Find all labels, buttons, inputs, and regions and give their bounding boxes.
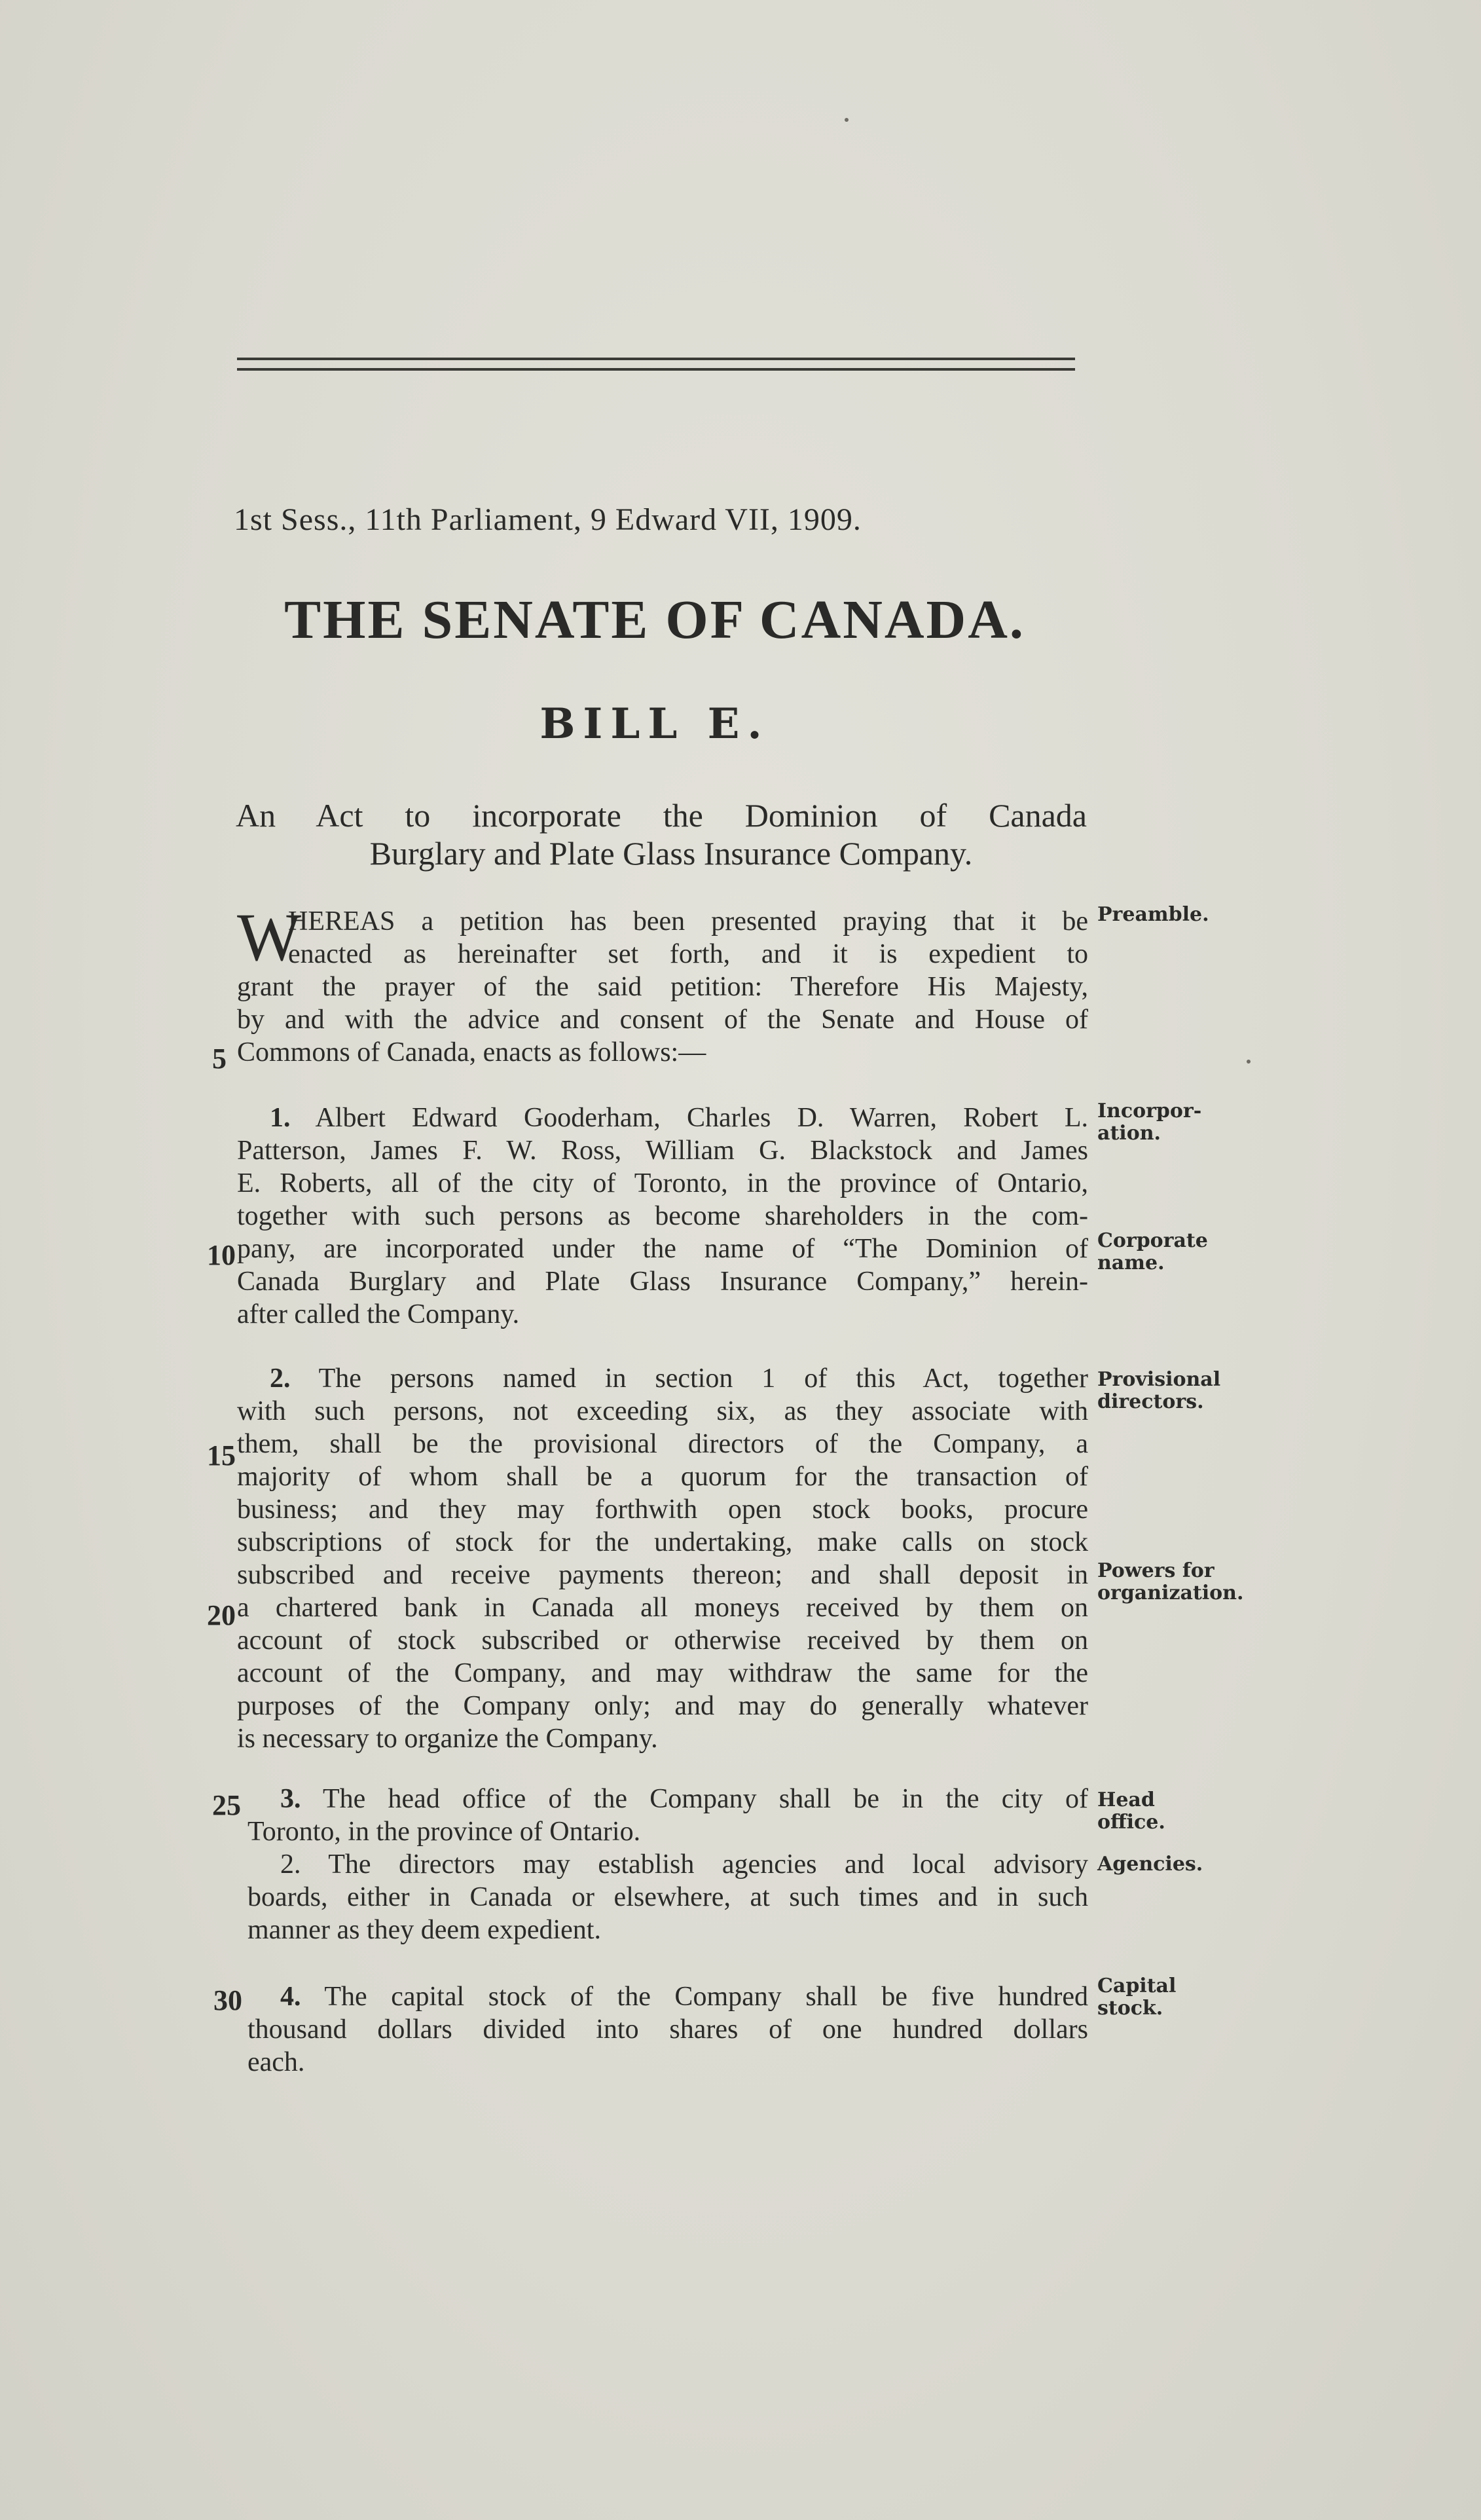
- preamble-line: Commons of Canada, enacts as follows:—: [237, 1037, 706, 1067]
- act-title-line-2: Burglary and Plate Glass Insurance Company.: [369, 835, 973, 872]
- section-line: together with such persons as become shareholders in the com-: [237, 1201, 1088, 1231]
- section-4: [247, 1980, 1088, 2079]
- section-line: a chartered bank in Canada all moneys received by them on: [237, 1593, 1088, 1623]
- section-line: purposes of the Company only; and may do generally whatever: [237, 1691, 1088, 1721]
- margin-note-provisional-directors: Provisional directors.: [1097, 1368, 1221, 1413]
- paper-speck: [1247, 1060, 1251, 1064]
- line-number: 15: [207, 1439, 236, 1472]
- margin-note-capital-stock: Capital stock.: [1097, 1974, 1177, 2020]
- section-number: 4.: [280, 1982, 301, 2012]
- section-line: is necessary to organize the Company.: [237, 1724, 658, 1754]
- header-rule-bottom: [237, 368, 1075, 371]
- section-line: 2. The persons named in section 1 of this Act, together: [270, 1363, 1088, 1394]
- header-rule-top: [237, 358, 1075, 360]
- margin-note-agencies: Agencies.: [1097, 1853, 1203, 1876]
- section-number: 2.: [270, 1363, 291, 1394]
- section-line: Toronto, in the province of Ontario.: [247, 1817, 641, 1847]
- line-number: 10: [207, 1239, 236, 1271]
- preamble-line: HEREAS a petition has been presented praying that it be: [288, 906, 1088, 936]
- section-line: after called the Company.: [237, 1299, 520, 1329]
- margin-note-incorporation: Incorpor- ation.: [1097, 1100, 1202, 1145]
- section-line: subscribed and receive payments thereon; and shall deposit in: [237, 1560, 1088, 1590]
- line-number: 25: [212, 1789, 241, 1821]
- house-title: THE SENATE OF CANADA.: [284, 589, 1025, 650]
- line-number: 5: [212, 1043, 227, 1075]
- line-number: 30: [213, 1984, 242, 2016]
- section-line: account of the Company, and may withdraw the same for the: [237, 1658, 1088, 1688]
- section-line: 4. The capital stock of the Company shall be five hundred: [280, 1982, 1088, 2012]
- preamble-line: enacted as hereinafter set forth, and it is expedient to: [288, 939, 1088, 969]
- margin-note-head-office: Head office.: [1097, 1788, 1165, 1834]
- line-number: 20: [207, 1599, 236, 1631]
- section-line: thousand dollars divided into shares of one hundred dollars: [247, 2014, 1088, 2045]
- act-title-line-1: An Act to incorporate the Dominion of Canada: [236, 797, 1087, 834]
- section-line: pany, are incorporated under the name of “The Dominion of: [237, 1234, 1088, 1264]
- drop-cap: W: [237, 900, 302, 975]
- preamble-line: grant the prayer of the said petition: Therefore His Majesty,: [237, 972, 1088, 1002]
- subsection-line: 2. The directors may establish agencies and local advisory: [280, 1849, 1088, 1880]
- section-line: majority of whom shall be a quorum for the transaction of: [237, 1462, 1088, 1492]
- section-line: with such persons, not exceeding six, as they associate with: [237, 1396, 1088, 1426]
- margin-note-corporate-name: Corporate name.: [1097, 1229, 1208, 1274]
- section-2: [237, 1362, 1088, 1755]
- section-number: 3.: [280, 1784, 301, 1814]
- section-line: account of stock subscribed or otherwise received by them on: [237, 1625, 1088, 1656]
- preamble-line: by and with the advice and consent of the Senate and House of: [237, 1005, 1088, 1035]
- section-line: each.: [247, 2047, 305, 2077]
- section-3: [247, 1783, 1088, 1946]
- section-line: them, shall be the provisional directors of the Company, a: [237, 1429, 1088, 1459]
- section-line: 1. Albert Edward Gooderham, Charles D. Warren, Robert L.: [270, 1103, 1088, 1133]
- section-line: Patterson, James F. W. Ross, William G. Blackstock and James: [237, 1136, 1088, 1166]
- margin-note-powers: Powers for organization.: [1097, 1559, 1244, 1604]
- section-line: Canada Burglary and Plate Glass Insurance Company,” herein-: [237, 1267, 1088, 1297]
- subsection-line: manner as they deem expedient.: [247, 1915, 601, 1945]
- section-1: [237, 1102, 1088, 1331]
- paper-speck: [845, 118, 849, 122]
- session-line: 1st Sess., 11th Parliament, 9 Edward VII, 1909.: [234, 502, 862, 537]
- act-title: [236, 796, 1087, 872]
- section-number: 1.: [270, 1103, 291, 1133]
- margin-note-preamble: Preamble.: [1097, 903, 1209, 926]
- bill-title: BILL E.: [539, 699, 770, 749]
- section-line: 3. The head office of the Company shall be in the city of: [280, 1784, 1088, 1814]
- section-line: subscriptions of stock for the undertaking, make calls on stock: [237, 1527, 1088, 1557]
- section-line: E. Roberts, all of the city of Toronto, in the province of Ontario,: [237, 1168, 1088, 1198]
- subsection-line: boards, either in Canada or elsewhere, at such times and in such: [247, 1882, 1088, 1912]
- preamble-paragraph: [237, 900, 1088, 1069]
- section-line: business; and they may forthwith open stock books, procure: [237, 1494, 1088, 1525]
